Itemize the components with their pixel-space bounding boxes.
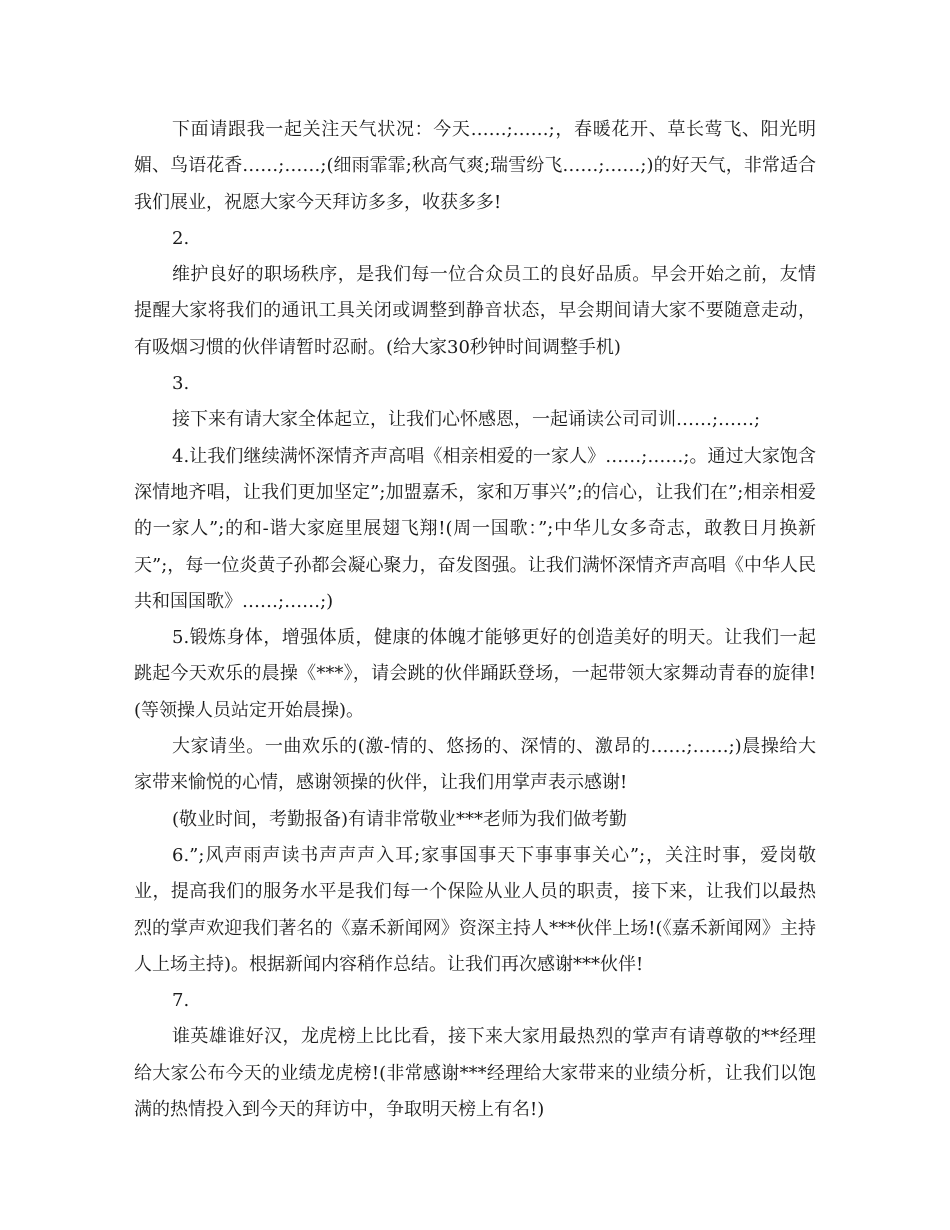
paragraph-morning-exercise: 5.锻炼身体，增强体质，健康的体魄才能够更好的创造美好的明天。让我们一起跳起今天欢乐的晨操《***》，请会跳的伙伴踊跃登场，一起带领大家舞动青春的旋律!(等领操人员站定开始晨操)。	[134, 627, 816, 721]
paragraph-leaderboard: 谁英雄谁好汉，龙虎榜上比比看，接下来大家用最热烈的掌声有请尊敬的**经理给大家公布今天的业绩龙虎榜!(非常感谢***经理给大家带来的业绩分析，让我们以饱满的热情投入到今天的拜访中，争取明天榜上有名!)	[134, 1026, 816, 1121]
paragraph-company-motto: 接下来有请大家全体起立，让我们心怀感恩，一起诵读公司司训……;……;	[172, 409, 761, 431]
paragraph-number-7: 7.	[172, 990, 190, 1012]
document-body	[134, 112, 816, 1128]
paragraph-phone-reminder: 维护良好的职场秩序，是我们每一位合众员工的良好品质。早会开始之前，友情提醒大家将我们的通讯工具关闭或调整到静音状态，早会期间请大家不要随意走动，有吸烟习惯的伙伴请暂时忍耐。(给大家30秒钟时间调整手机)	[134, 264, 816, 358]
paragraph-song: 4.让我们继续满怀深情齐声高唱《相亲相爱的一家人》……;……;。通过大家饱含深情地齐唱，让我们更加坚定”;加盟嘉禾，家和万事兴”;的信心，让我们在”;相亲相爱的一家人”;的和-谐大家庭里展翅飞翔!(周一国歌：”;中华儿女多奇志，敢教日月换新天”;，每一位炎黄子孙都会凝心聚力，奋发图强。让我们满怀深情齐声高唱《中华人民共和国国歌》……;……;)	[134, 445, 816, 612]
paragraph-news: 6.”;风声雨声读书声声声入耳;家事国事天下事事事关心”;，关注时事，爱岗敬业，提高我们的服务水平是我们每一个保险从业人员的职责，接下来，让我们以最热烈的掌声欢迎我们著名的《嘉禾新闻网》资深主持人***伙伴上场!(《嘉禾新闻网》主持人上场主持)。根据新闻内容稍作总结。让我们再次感谢***伙伴!	[134, 844, 816, 975]
paragraph-please-sit: 大家请坐。一曲欢乐的(激-情的、悠扬的、深情的、激昂的……;……;)晨操给大家带来愉悦的心情，感谢领操的伙伴，让我们用掌声表示感谢!	[134, 736, 816, 794]
paragraph-number-3: 3.	[172, 373, 190, 395]
paragraph-attendance: (敬业时间，考勤报备)有请非常敬业***老师为我们做考勤	[172, 808, 628, 830]
paragraph-weather: 下面请跟我一起关注天气状况：今天……;……;，春暖花开、草长莺飞、阳光明媚、鸟语花香……;……;(细雨霏霏;秋高气爽;瑞雪纷飞……;……;)的好天气，非常适合我们展业，祝愿大家今天拜访多多，收获多多!	[134, 119, 816, 213]
paragraph-number-2: 2.	[172, 227, 190, 249]
